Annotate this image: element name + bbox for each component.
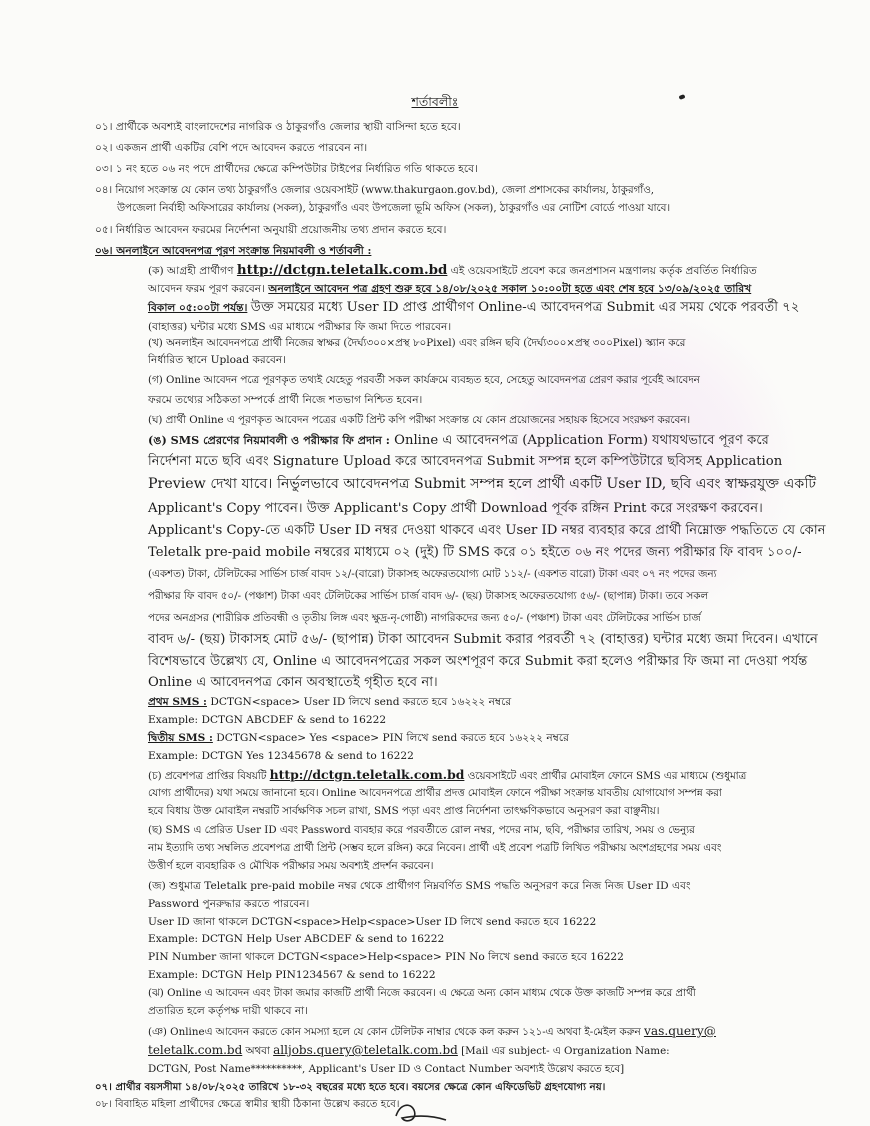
vas-email-link[interactable]: vas.query@: [643, 1024, 716, 1038]
page-title: শর্তাবলীঃ: [411, 94, 459, 109]
clause-06-nga-line3: Preview দেখা যাবে। নির্ভুলভাবে আবেদনপত্র Submit সম্পন্ন হলে প্রার্থী একটি User ID, ছবি এবং স্বাক্ষরযুক্ত একটি: [148, 476, 817, 492]
sms-first: [148, 695, 511, 710]
clause-06-nya-line3: DCTGN, Post Name**********, Applicant's User ID ও Contact Number অবশ্যই উল্লেখ করতে হবে]: [148, 1063, 625, 1075]
clause-07: ০৭। প্রার্থীর বয়সসীমা ১৪/০৮/২০২৫ তারিখে ১৮-৩২ বছরের মধ্যে হতে হবে। বয়সের ক্ষেত্রে কোন এফিডেভিট গ্রহণযোগ্য নয়।: [95, 1081, 606, 1093]
sms-first-example: Example: DCTGN ABCDEF & send to 16222: [148, 714, 387, 726]
clause-06-ga-line1: (গ) Online আবেদন পত্রে পূরণকৃত তথ্যই যেহেতু পরবর্তী সকল কার্যক্রমে ব্যবহৃত হবে, সেহেতু আবেদনপত্র প্রেরণ করার পূর্বেই আবেদন: [148, 374, 700, 386]
clause-06-nya-line1: [148, 1024, 716, 1040]
clause-06-nga-line7: (একশত) টাকা, টেলিটকের সার্ভিস চার্জ বাবদ ১২/-(বারো) টাকাসহ অফেরতযোগ্য মোট ১১২/- (একশত বারো) টাকা এবং ০৭ নং পদের জন্য: [148, 568, 717, 580]
signature-scribble: [392, 1096, 452, 1126]
alljobs-email-link[interactable]: alljobs.query@teletalk.com.bd: [273, 1043, 458, 1057]
clause-06-jha-line2: প্রতারিত হলে কর্তৃপক্ষ দায়ী থাকবে না।: [148, 1005, 309, 1017]
clause-06-nga-line8: পরীক্ষার ফি বাবদ ৫০/- (পঞ্চাশ) টাকা এবং টেলিটকের সার্ভিস চার্জ বাবদ ৬/- (ছয়) টাকাসহ অফেরতযোগ্য ৫৬/- (ছাপান্ন) টাকা। তবে সকল: [148, 590, 709, 602]
clause-06-ka-line3: [148, 299, 799, 316]
ka2-text-pre: আবেদন ফরম পূরণ করবেন।: [148, 283, 265, 295]
clause-06-cha-line3: হবে বিধায় উক্ত মোবাইল নম্বরটি সার্বক্ষণিক সচল রাখা, SMS পড়া এবং প্রাপ্ত নির্দেশনা তাৎক্ষণিকভাবে অনুসরণ করা বাঞ্ছনীয়।: [148, 805, 660, 817]
clause-06-gha-line1: (ঘ) প্রার্থী Online এ পূরণকৃত আবেদন পত্রের একটি প্রিন্ট কপি পরীক্ষা সংক্রান্ত যে কোন প্রয়োজনের সহায়ক হিসেবে সংরক্ষণ করবেন।: [148, 414, 691, 426]
application-period: অনলাইনে আবেদন পত্র গ্রহণ শুরু হবে ১৪/০৮/২০২৫ সকাল ১০:০০টা হতে এবং শেষ হবে ১৩/০৯/২০২৫ তারিখ: [268, 283, 752, 295]
clause-01: ০১। প্রার্থীকে অবশ্যই বাংলাদেশের নাগরিক ও ঠাকুরগাঁও জেলার স্থায়ী বাসিন্দা হতে হবে।: [95, 121, 461, 133]
sms-second-example: Example: DCTGN Yes 12345678 & send to 16222: [148, 750, 414, 762]
vas-email-link-domain[interactable]: teletalk.com.bd: [148, 1043, 243, 1057]
clause-06-ka-line1: [148, 263, 757, 279]
clause-06-chha-line3: উত্তীর্ণ হলে ব্যবহারিক ও মৌখিক পরীক্ষার সময় অবশ্যই প্রদর্শন করবেন।: [148, 860, 434, 872]
clause-08: ০৮। বিবাহিত মহিলা প্রার্থীদের ক্ষেত্রে স্বামীর স্থায়ী ঠিকানা উল্লেখ করতে হবে।: [95, 1099, 400, 1110]
nya1-text-pre: (ঞ) Onlineএ আবেদন করতে কোন সমস্যা হলে যে কোন টেলিটক নাম্বার থেকে কল করুন ১২১-এ অথবা ই-মেইল করুন: [148, 1026, 641, 1038]
clause-02: ০২। একজন প্রার্থী একটির বেশি পদে আবেদন করতে পারবেন না।: [95, 142, 368, 154]
sms-second-label: দ্বিতীয় SMS :: [148, 732, 213, 744]
website-link[interactable]: http://dctgn.teletalk.com.bd: [236, 262, 448, 278]
deadline-time: বিকাল ০৫:০০টা পর্যন্ত।: [148, 302, 248, 314]
clause-06-kha-line1: (খ) অনলাইন আবেদনপত্রে প্রার্থী নিজের স্বাক্ষর (দৈর্ঘ্য৩০০×প্রস্থ ৮০Pixel) এবং রঙ্গিন ছবি (দৈর্ঘ্য৩০০×প্রস্থ ৩০০Pixel) স্ক্যান করে: [148, 337, 686, 349]
clause-04-line2: উপজেলা নির্বাহী অফিসারের কার্যালয় (সকল), ঠাকুরগাঁও এবং উপজেলা ভূমি অফিস (সকল), ঠাকুরগাঁও এর নোটিশ বোর্ডে পাওয়া যাবে।: [117, 202, 671, 214]
clause-06-nga-line2: নির্দেশনা মতে ছবি এবং Signature Upload করে আবেদনপত্র Submit সম্পন্ন হলে কম্পিউটারে ছবিসহ Application: [148, 454, 783, 469]
clause-06-nga-line9: পদের অনগ্রসর (শারীরিক প্রতিবন্ধী ও তৃতীয় লিঙ্গ এবং ক্ষুদ্র-নৃ-গোষ্ঠী) নাগরিকদের জন্য ৫০/- (পঞ্চাশ) টাকা এবং টেলিটকের সার্ভিস চার্জ: [148, 612, 701, 624]
clause-06-nga-line5: Applicant's Copy-তে একটি User ID নম্বর দেওয়া থাকবে এবং User ID নম্বর ব্যবহার করে প্রার্থী নিম্নোক্ত পদ্ধতিতে যে কোন: [148, 523, 826, 538]
ka3-text-post: উক্ত সময়ের মধ্যে User ID প্রাপ্ত প্রার্থীগণ Online-এ আবেদনপত্র Submit এর সময় থেকে পরবর্তী ৭২: [250, 300, 800, 315]
ka-text-post: এই ওয়েবসাইটে প্রবেশ করে জনপ্রশাসন মন্ত্রণালয় কর্তৃক প্রবর্তিত নির্ধারিত: [450, 265, 757, 277]
sms-second-text: DCTGN<space> Yes <space> PIN লিখে send করতে হবে ১৬২২২ নম্বরে: [216, 732, 569, 744]
clause-05: ০৫। নির্ধারিত আবেদন ফরমের নির্দেশনা অনুযায়ী প্রয়োজনীয় তথ্য প্রদান করতে হবে।: [95, 224, 447, 236]
sms-rules-heading: (ঙ) SMS প্রেরণের নিয়মাবলী ও পরীক্ষার ফি প্রদান :: [148, 433, 390, 447]
clause-06-ja-line6: Example: DCTGN Help PIN1234567 & send to 16222: [148, 969, 436, 981]
clause-06-ja-line4: Example: DCTGN Help User ABCDEF & send to 16222: [148, 933, 445, 945]
ca1-text-post: ওয়েবসাইটে এবং প্রার্থীর মোবাইল ফোনে SMS এর মাধ্যমে (শুধুমাত্র: [467, 770, 747, 782]
nya2-text-post: [Mail এর subject- এ Organization Name:: [461, 1045, 670, 1057]
clause-06-nga-line4: Applicant's Copy পাবেন। উক্ত Applicant's Copy প্রার্থী Download পূর্বক রঙ্গিন Print করে সংরক্ষণ করবেন।: [148, 501, 763, 516]
clause-06-ka-line2: [148, 282, 751, 297]
admit-card-link[interactable]: http://dctgn.teletalk.com.bd: [269, 767, 465, 782]
clause-06-ja-line3: User ID জানা থাকলে DCTGN<space>Help<space>User ID লিখে send করতে হবে 16222: [148, 916, 597, 928]
nya2-text-mid: অথবা: [245, 1045, 270, 1057]
clause-03: ০৩। ১ নং হতে ০৬ নং পদে প্রার্থীদের ক্ষেত্রে কম্পিউটার টাইপের নির্ধারিত গতি থাকতে হবে।: [95, 163, 478, 175]
clause-06-ga-line2: ফরমে তথ্যের সঠিকতা সম্পর্কে প্রার্থী নিজে শতভাগ নিশ্চিত হবেন।: [148, 394, 423, 406]
sms-second: [148, 731, 569, 746]
clause-06-kha-line2: নির্ধারিত স্থানে Upload করবেন।: [148, 354, 287, 366]
clause-06-nya-line2: [148, 1043, 670, 1059]
sms-first-text: DCTGN<space> User ID লিখে send করতে হবে ১৬২২২ নম্বরে: [210, 696, 512, 708]
clause-06-cha-line2: যোগ্য প্রার্থীদের) যথা সময়ে জানানো হবে। Online আবেদনপত্রে প্রার্থীর প্রদত্ত মোবাইল ফোনে পরীক্ষা সংক্রান্ত যাবতীয় যোগাযোগ সম্পন্ন করা: [148, 787, 722, 799]
nga1-text-post: Online এ আবেদনপত্র (Application Form) যথাযথভাবে পূরণ করে: [394, 433, 769, 448]
clause-06-nga-line11: বিশেষভাবে উল্লেখ্য যে, Online এ আবেদনপত্রের সকল অংশপূরণ করে Submit করা হলেও পরীক্ষার ফি জমা না দেওয়া পর্যন্ত: [148, 654, 808, 669]
clause-06-jha-line1: (ঝ) Online এ আবেদন এবং টাকা জমার কাজটি প্রার্থী নিজে করবেন। এ ক্ষেত্রে অন্য কোন মাধ্যম থেকে উক্ত কাজটি সম্পন্ন করে প্রার্থী: [148, 987, 696, 999]
clause-06-nga-line10: বাবদ ৬/- (ছয়) টাকাসহ মোট ৫৬/- (ছাপান্ন) টাকা আবেদন Submit করার পরবর্তী ৭২ (বাহাত্তর) ঘন্টার মধ্যে জমা দিবেন। এখানে: [148, 632, 818, 647]
clause-06-ja-line5: PIN Number জানা থাকলে DCTGN<space>Help<space> PIN No লিখে send করতে হবে 16222: [148, 951, 624, 963]
ca1-text-pre: (চ) প্রবেশপত্র প্রাপ্তির বিষয়টি: [148, 770, 267, 782]
clause-06-chha-line2: নাম ইত্যাদি তথ্য সম্বলিত প্রবেশপত্র প্রার্থী প্রিন্ট (সম্ভব হলে রঙ্গিন) করে নিবেন। প্রার্থী এই প্রবেশ পত্রটি লিখিত পরীক্ষায় অংশগ্রহণের সময় এবং: [148, 842, 722, 854]
clause-06-nga-line12: Online এ আবেদনপত্র কোন অবস্থাতেই গৃহীত হবে না।: [148, 675, 438, 690]
clause-04-line1: ০৪। নিয়োগ সংক্রান্ত যে কোন তথ্য ঠাকুরগাঁও জেলার ওয়েবসাইট (www.thakurgaon.gov.bd), জেলা প্রশাসকের কার্যালয়, ঠাকুরগাঁও,: [95, 184, 655, 196]
clause-06-heading: ০৬। অনলাইনে আবেদনপত্র পূরণ সংক্রান্ত নিয়মাবলী ও শর্তাবলী :: [95, 245, 372, 257]
clause-06-cha-line1: [148, 767, 746, 784]
clause-06-nga-line6: Teletalk pre-paid mobile নম্বরের মাধ্যমে ০২ (দুই) টি SMS করে ০১ হইতে ০৬ নং পদের জন্য পরীক্ষার ফি বাবদ ১০০/-: [148, 545, 802, 560]
clause-06-nga-line1: [148, 432, 769, 449]
clause-06-ja-line2: Password পুনরুদ্ধার করতে পারবেন।: [148, 898, 310, 910]
clause-06-chha-line1: (ছ) SMS এ প্রেরিত User ID এবং Password ব্যবহার করে পরবর্তীতে রোল নম্বর, পদের নাম, ছবি, পরীক্ষার তারিখ, সময় ও ভেন্যুর: [148, 824, 695, 836]
sms-first-label: প্রথম SMS :: [148, 696, 207, 708]
clause-06-ja-line1: (জ) শুধুমাত্র Teletalk pre-paid mobile নম্বর থেকে প্রার্থীগণ নিম্নবর্ণিত SMS পদ্ধতি অনুসরণ করে নিজ নিজ User ID এবং: [148, 880, 691, 892]
clause-06-ka-line4: (বাহাত্তর) ঘন্টার মধ্যে SMS এর মাধ্যমে পরীক্ষার ফি জমা দিতে পারবেন।: [148, 321, 452, 333]
ka-text-pre: (ক) আগ্রহী প্রার্থীগণ: [148, 265, 234, 277]
